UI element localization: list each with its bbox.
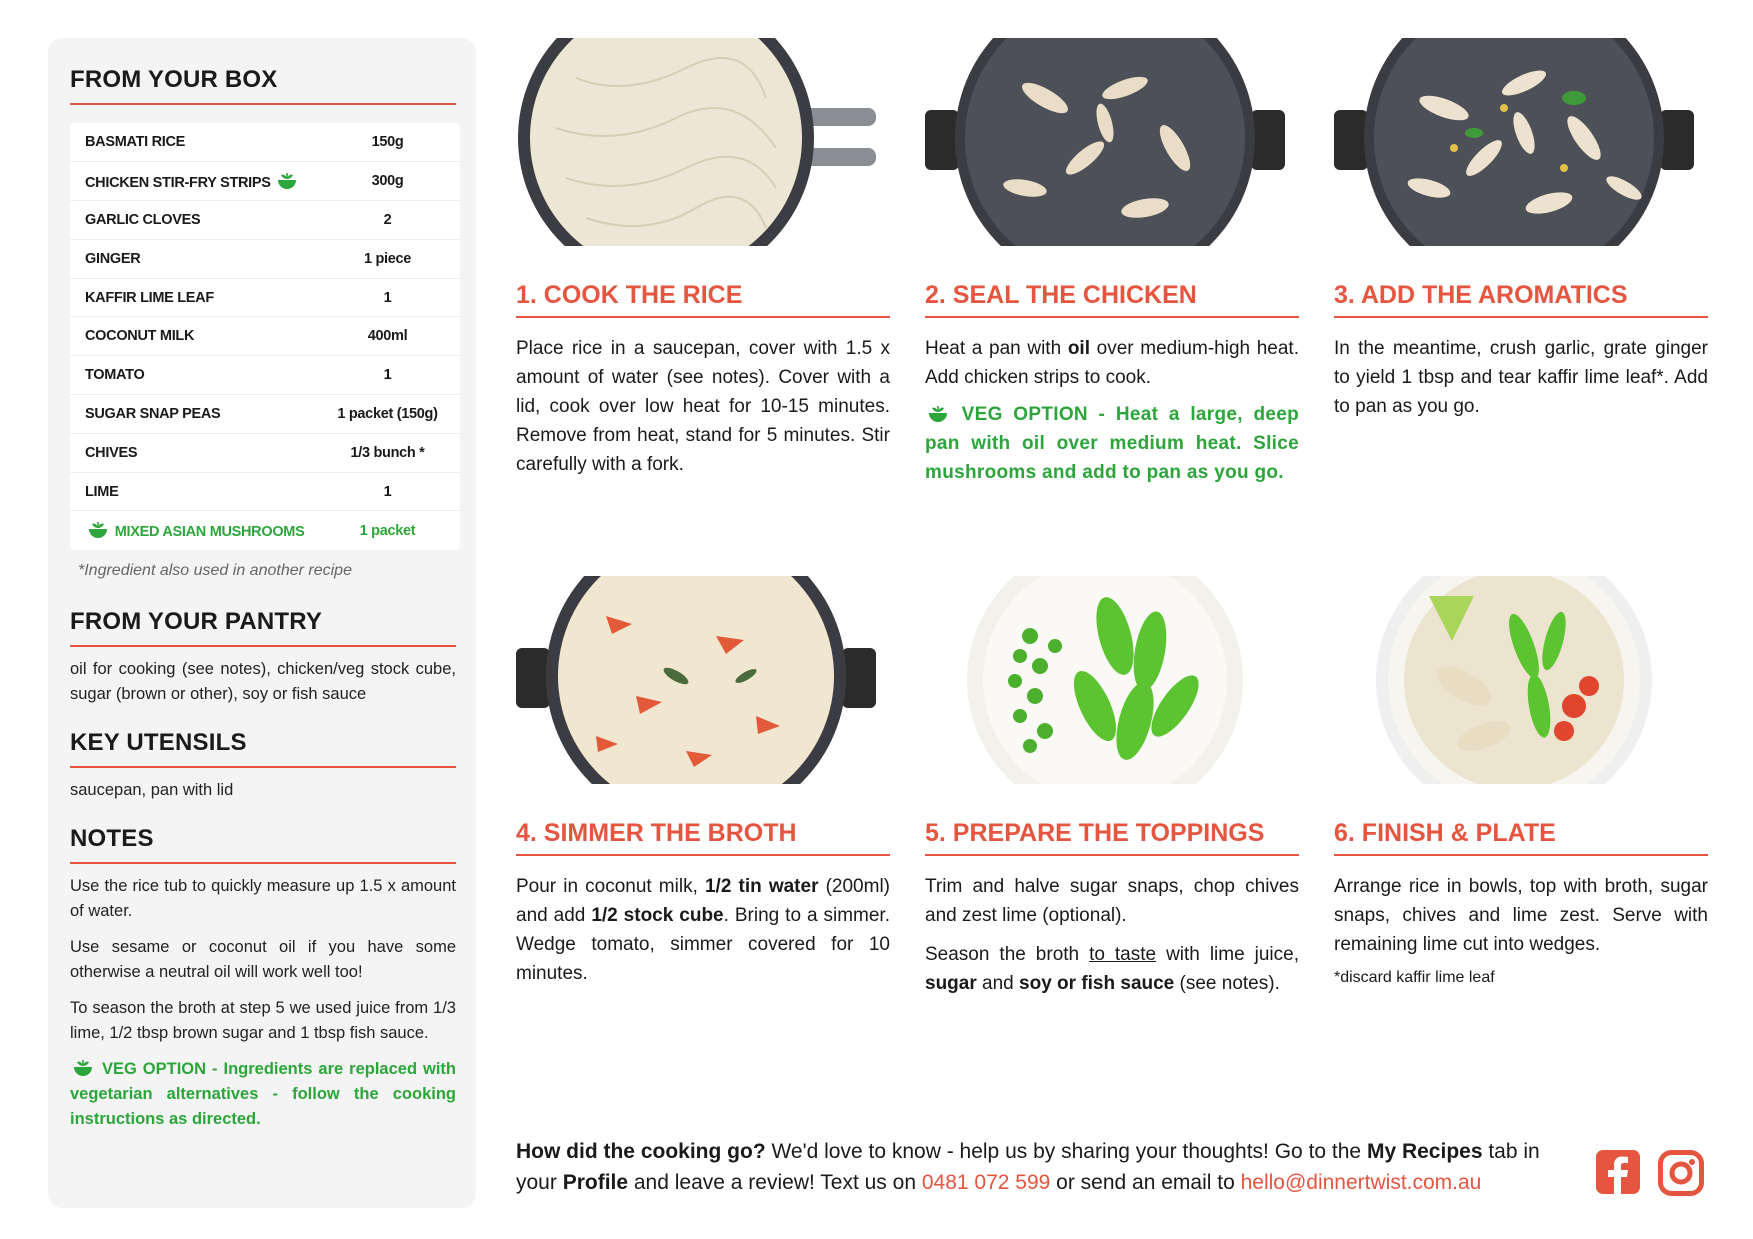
footer-text: We'd love to know - help us by sharing your thoughts! Go to the: [765, 1140, 1367, 1163]
step-5-title: 5. PREPARE THE TOPPINGS: [925, 819, 1299, 856]
table-row: [70, 356, 460, 395]
ingredient-qty: 1: [383, 367, 392, 384]
step-5: [925, 576, 1299, 998]
table-row: [70, 317, 460, 356]
veg-bowl-icon: [88, 521, 108, 539]
ingredient-qty: 1 packet: [359, 522, 416, 539]
text-run: over medium-high heat. Add chicken strips to cook.: [925, 338, 1299, 388]
text-run: (200ml) and add: [516, 876, 891, 926]
step-5-photo: [925, 576, 1285, 784]
table-row: [70, 472, 460, 511]
table-row: [70, 239, 460, 278]
ingredient-qty: 1: [383, 289, 392, 306]
step-2: [925, 38, 1299, 487]
pantry-text: oil for cooking (see notes), chicken/veg stock cube, sugar (brown or other), soy or fish sauce: [70, 659, 456, 703]
ingredient-name: MIXED ASIAN MUSHROOMS: [114, 524, 305, 541]
note-item: To season the broth at step 5 we used juice from 1/3 lime, 1/2 tbsp brown sugar and 1 tbsp fish sauce.: [70, 998, 456, 1042]
instagram-link[interactable]: [1658, 1150, 1704, 1201]
note-item: Use sesame or coconut oil if you have some otherwise a neutral oil will work well too!: [70, 937, 456, 981]
ingredient-name: LIME: [85, 483, 119, 500]
table-row: [70, 123, 460, 162]
veg-bowl-icon: [73, 1059, 93, 1077]
veg-bowl-icon: [277, 172, 297, 190]
step-3-photo: [1334, 38, 1694, 246]
step-3-title: 3. ADD THE AROMATICS: [1334, 281, 1708, 318]
text-run: (see notes).: [1174, 973, 1280, 994]
step-4-photo: [516, 576, 876, 784]
footer-bold: How did the cooking go?: [516, 1140, 766, 1163]
step-6-note: *discard kaffir lime leaf: [1334, 969, 1495, 986]
step-1-photo: [516, 38, 876, 246]
facebook-link[interactable]: [1596, 1150, 1640, 1199]
text-bold: sugar: [925, 973, 977, 994]
text-run: Heat a pan with: [925, 338, 1068, 359]
step-3-text: In the meantime, crush garlic, grate ginger to yield 1 tbsp and tear kaffir lime leaf*. Add to pan as you go.: [1334, 338, 1708, 417]
ingredient-qty: 400ml: [367, 328, 408, 345]
ingredient-name: GINGER: [85, 250, 141, 267]
veg-note: [70, 1057, 456, 1132]
veg-note-text: VEG OPTION - Ingredients are replaced with vegetarian alternatives - follow the cooking instructions as directed.: [70, 1059, 456, 1128]
my-recipes-label: My Recipes: [1366, 1140, 1483, 1163]
ingredient-name: COCONUT MILK: [85, 328, 195, 345]
broth-pot-photo: [516, 576, 876, 784]
text-bold: 1/2 stock cube: [591, 905, 724, 926]
step-1-title: 1. COOK THE RICE: [516, 281, 890, 318]
ingredient-name: SUGAR SNAP PEAS: [85, 405, 221, 422]
step-6-text: Arrange rice in bowls, top with broth, sugar snaps, chives and lime zest. Serve with remaining lime cut into wedges.: [1334, 876, 1708, 955]
toppings-plate-photo: [925, 576, 1285, 784]
review-footer: [516, 1136, 1576, 1198]
rice-pot-photo: [516, 38, 876, 246]
step-2-text: [925, 334, 1299, 392]
ingredient-qty: 1 piece: [363, 250, 412, 267]
step-6-title: 6. FINISH & PLATE: [1334, 819, 1708, 856]
ingredient-name: TOMATO: [85, 367, 145, 384]
chicken-pan-photo: [925, 38, 1285, 246]
ingredient-name-cell: [70, 162, 315, 201]
step-6: [1334, 576, 1708, 987]
ingredients-table: [70, 123, 460, 550]
table-row: [70, 395, 460, 434]
veg-bowl-icon: [928, 405, 948, 423]
ingredient-qty: 300g: [371, 173, 404, 190]
ingredient-qty: 1: [383, 483, 392, 500]
text-underline: to taste: [1089, 944, 1157, 965]
step-3: [1334, 38, 1708, 421]
pantry-heading: FROM YOUR PANTRY: [70, 608, 456, 647]
instagram-icon: [1658, 1150, 1704, 1196]
step-2-veg-option: [925, 400, 1299, 487]
text-run: with lime juice,: [1156, 944, 1299, 965]
ingredient-name: KAFFIR LIME LEAF: [85, 289, 214, 306]
veg-option-text: VEG OPTION - Heat a large, deep pan with oil over medium heat. Slice mushrooms and add to pan as you go.: [925, 404, 1299, 483]
table-row: [70, 511, 460, 550]
profile-label: Profile: [562, 1171, 629, 1194]
text-run: . Bring to a simmer. Wedge tomato, simmer covered for 10 minutes.: [516, 905, 890, 984]
text-bold: oil: [1067, 338, 1090, 359]
table-row: [70, 433, 460, 472]
text-run: Season the broth: [925, 944, 1090, 965]
step-4: [516, 576, 890, 988]
plated-dish-photo: [1334, 576, 1694, 784]
pantry-section: [70, 608, 456, 707]
ingredient-qty: 2: [383, 211, 392, 228]
text-run: and: [976, 973, 1020, 994]
aromatics-pan-photo: [1334, 38, 1694, 246]
facebook-icon: [1596, 1150, 1640, 1194]
ingredient-name: GARLIC CLOVES: [85, 211, 201, 228]
step-1-text: Place rice in a saucepan, cover with 1.5 x amount of water (see notes). Cover with a lid, cook over low heat for 10-15 minutes. Remove from heat, stand for 5 minutes. Stir carefully with a fork.: [516, 338, 890, 475]
ingredient-name: BASMATI RICE: [85, 134, 186, 151]
step-1: [516, 38, 890, 479]
step-2-photo: [925, 38, 1285, 246]
ingredient-footnote: *Ingredient also used in another recipe: [78, 561, 352, 579]
ingredient-name-cell: [70, 511, 315, 550]
step-4-title: 4. SIMMER THE BROTH: [516, 819, 890, 856]
table-row: [70, 278, 460, 317]
text-bold: 1/2 tin water: [704, 876, 819, 897]
notes-section: [70, 825, 456, 1132]
text-run: Pour in coconut milk,: [516, 876, 705, 897]
ingredient-qty: 1 packet (150g): [337, 405, 438, 422]
email-link[interactable]: hello@dinnertwist.com.au: [1240, 1171, 1482, 1194]
utensils-text: saucepan, pan with lid: [70, 780, 234, 799]
ingredient-qty: 150g: [371, 134, 404, 151]
utensils-section: [70, 729, 456, 803]
table-row: [70, 162, 460, 201]
ingredient-name: CHICKEN STIR-FRY STRIPS: [85, 174, 271, 191]
step-4-text: [516, 872, 890, 988]
table-row: [70, 201, 460, 240]
from-your-box-heading: FROM YOUR BOX: [70, 66, 456, 105]
phone-link[interactable]: 0481 072 599: [921, 1171, 1051, 1194]
footer-text: and leave a review! Text us on: [628, 1171, 922, 1194]
ingredients-sidebar: [48, 38, 476, 1208]
ingredient-name: CHIVES: [85, 444, 138, 461]
step-5-season-text: [925, 940, 1299, 998]
notes-heading: NOTES: [70, 825, 456, 864]
ingredient-qty: 1/3 bunch *: [350, 444, 425, 461]
text-bold: soy or fish sauce: [1019, 973, 1175, 994]
step-5-text: Trim and halve sugar snaps, chop chives and zest lime (optional).: [925, 876, 1299, 926]
step-2-title: 2. SEAL THE CHICKEN: [925, 281, 1299, 318]
footer-text: tab in your: [516, 1140, 1540, 1194]
step-6-photo: [1334, 576, 1694, 784]
utensils-heading: KEY UTENSILS: [70, 729, 456, 768]
note-item: Use the rice tub to quickly measure up 1.5 x amount of water.: [70, 876, 456, 920]
footer-text: or send an email to: [1050, 1171, 1241, 1194]
